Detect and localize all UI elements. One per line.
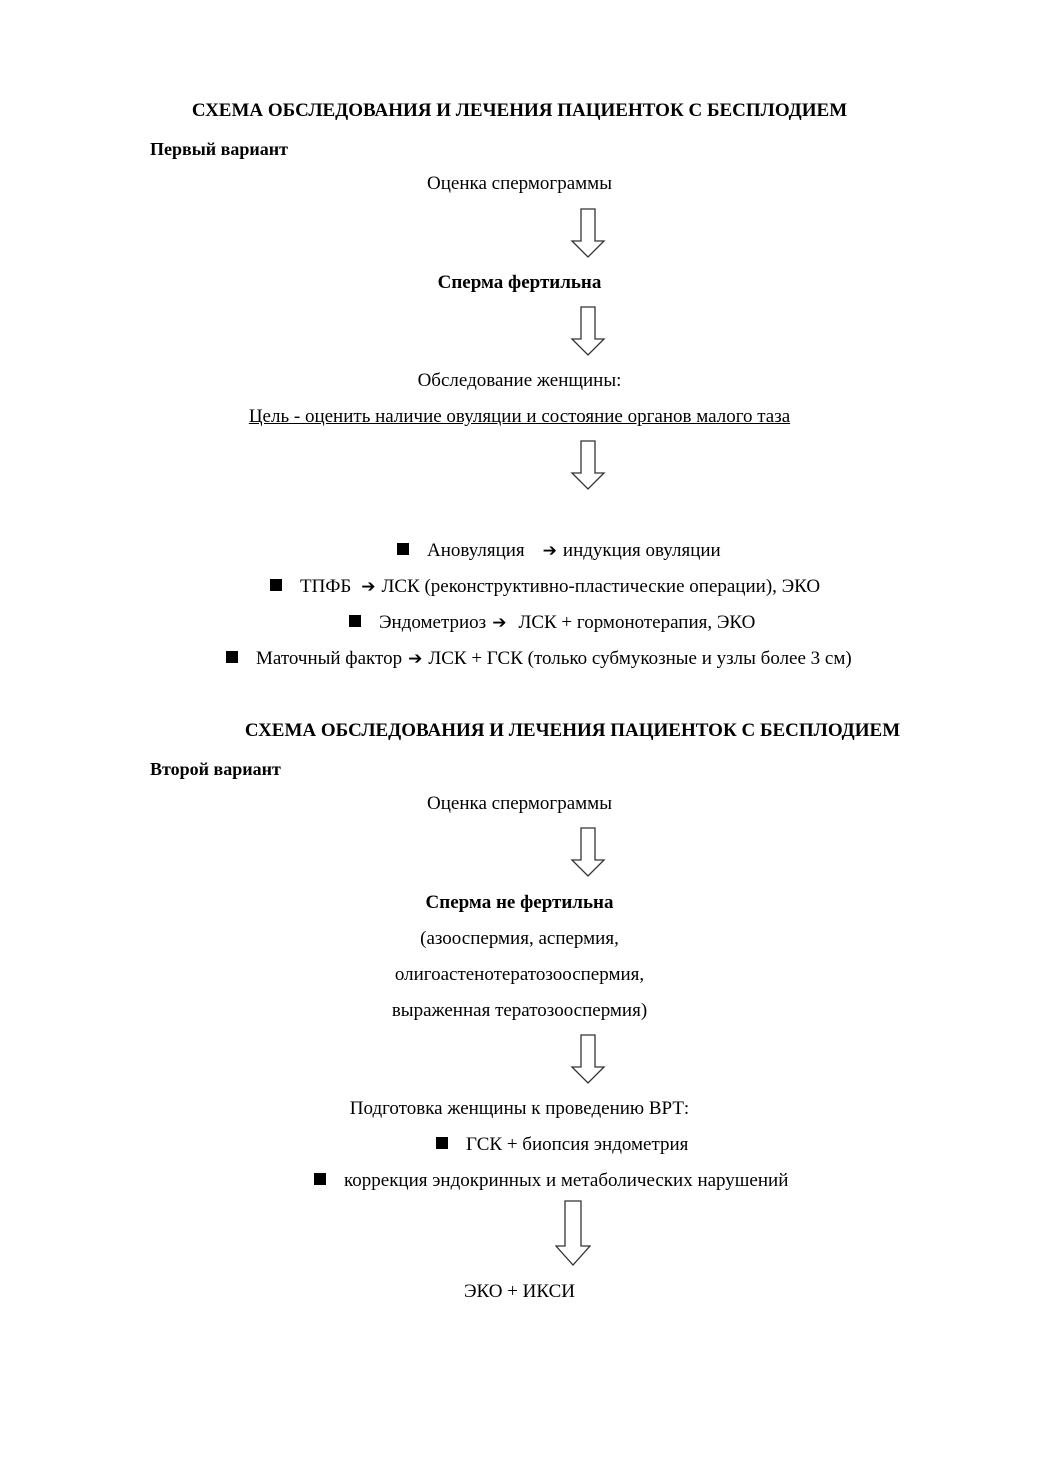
treatment-label: ЛСК + ГСК (только субмукозные и узлы более 3 см)	[428, 648, 852, 669]
cause-label: ТПФБ	[300, 576, 352, 597]
item-label: коррекция эндокринных и метаболических нарушений	[344, 1170, 789, 1191]
section1-title: СХЕМА ОБСЛЕДОВАНИЯ И ЛЕЧЕНИЯ ПАЦИЕНТОК С БЕСПЛОДИЕМ	[191, 100, 848, 121]
list-item	[314, 1169, 788, 1193]
black-square-bullet-icon	[397, 543, 409, 555]
right-arrow-icon: ➔	[542, 541, 557, 561]
section1-step2: Сперма фертильна	[437, 272, 602, 293]
black-square-bullet-icon	[349, 615, 361, 627]
hollow-down-arrow-icon	[570, 306, 606, 356]
hollow-down-arrow-icon	[570, 1034, 606, 1084]
right-arrow-icon: ➔	[408, 649, 423, 669]
cause-label: Эндометриоз	[379, 612, 487, 633]
right-arrow-icon: ➔	[361, 577, 376, 597]
section2-step2-detail: выраженная тератозооспермия)	[391, 1000, 648, 1021]
right-arrow-icon: ➔	[492, 613, 507, 633]
treatment-label: ЛСК + гормонотерапия, ЭКО	[518, 612, 756, 633]
section2-step2-detail: олигоастенотератозооспермия,	[394, 964, 645, 985]
section2-step2-detail: (азооспермия, аспермия,	[420, 928, 619, 949]
hollow-down-arrow-icon	[570, 440, 606, 490]
item-label: ГСК + биопсия эндометрия	[466, 1134, 689, 1155]
list-item	[226, 647, 852, 671]
section1-step1: Оценка спермограммы	[427, 173, 612, 194]
cause-label: Ановуляция	[427, 540, 525, 561]
black-square-bullet-icon	[270, 579, 282, 591]
list-item	[270, 575, 820, 599]
list-item	[436, 1133, 688, 1157]
black-square-bullet-icon	[314, 1173, 326, 1185]
treatment-label: ЛСК (реконструктивно-пластические операции), ЭКО	[381, 576, 821, 597]
hollow-down-arrow-icon	[555, 1200, 591, 1266]
black-square-bullet-icon	[226, 651, 238, 663]
list-item	[349, 611, 755, 635]
section2-title: СХЕМА ОБСЛЕДОВАНИЯ И ЛЕЧЕНИЯ ПАЦИЕНТОК С БЕСПЛОДИЕМ	[244, 720, 901, 741]
section2-step3: Подготовка женщины к проведению ВРТ:	[349, 1098, 690, 1119]
section2-result: ЭКО + ИКСИ	[464, 1281, 575, 1302]
section2-step1: Оценка спермограммы	[427, 793, 612, 814]
section2-variant: Второй вариант	[150, 759, 281, 779]
hollow-down-arrow-icon	[570, 208, 606, 258]
section1-variant: Первый вариант	[150, 139, 288, 159]
section2-step2: Сперма не фертильна	[425, 892, 614, 913]
treatment-label: индукция овуляции	[562, 540, 721, 561]
cause-label: Маточный фактор	[256, 648, 403, 669]
section1-step3: Обследование женщины:	[417, 370, 622, 391]
list-item	[397, 539, 721, 563]
section1-step3-goal: Цель - оценить наличие овуляции и состояние органов малого таза	[248, 406, 791, 427]
hollow-down-arrow-icon	[570, 827, 606, 877]
black-square-bullet-icon	[436, 1137, 448, 1149]
